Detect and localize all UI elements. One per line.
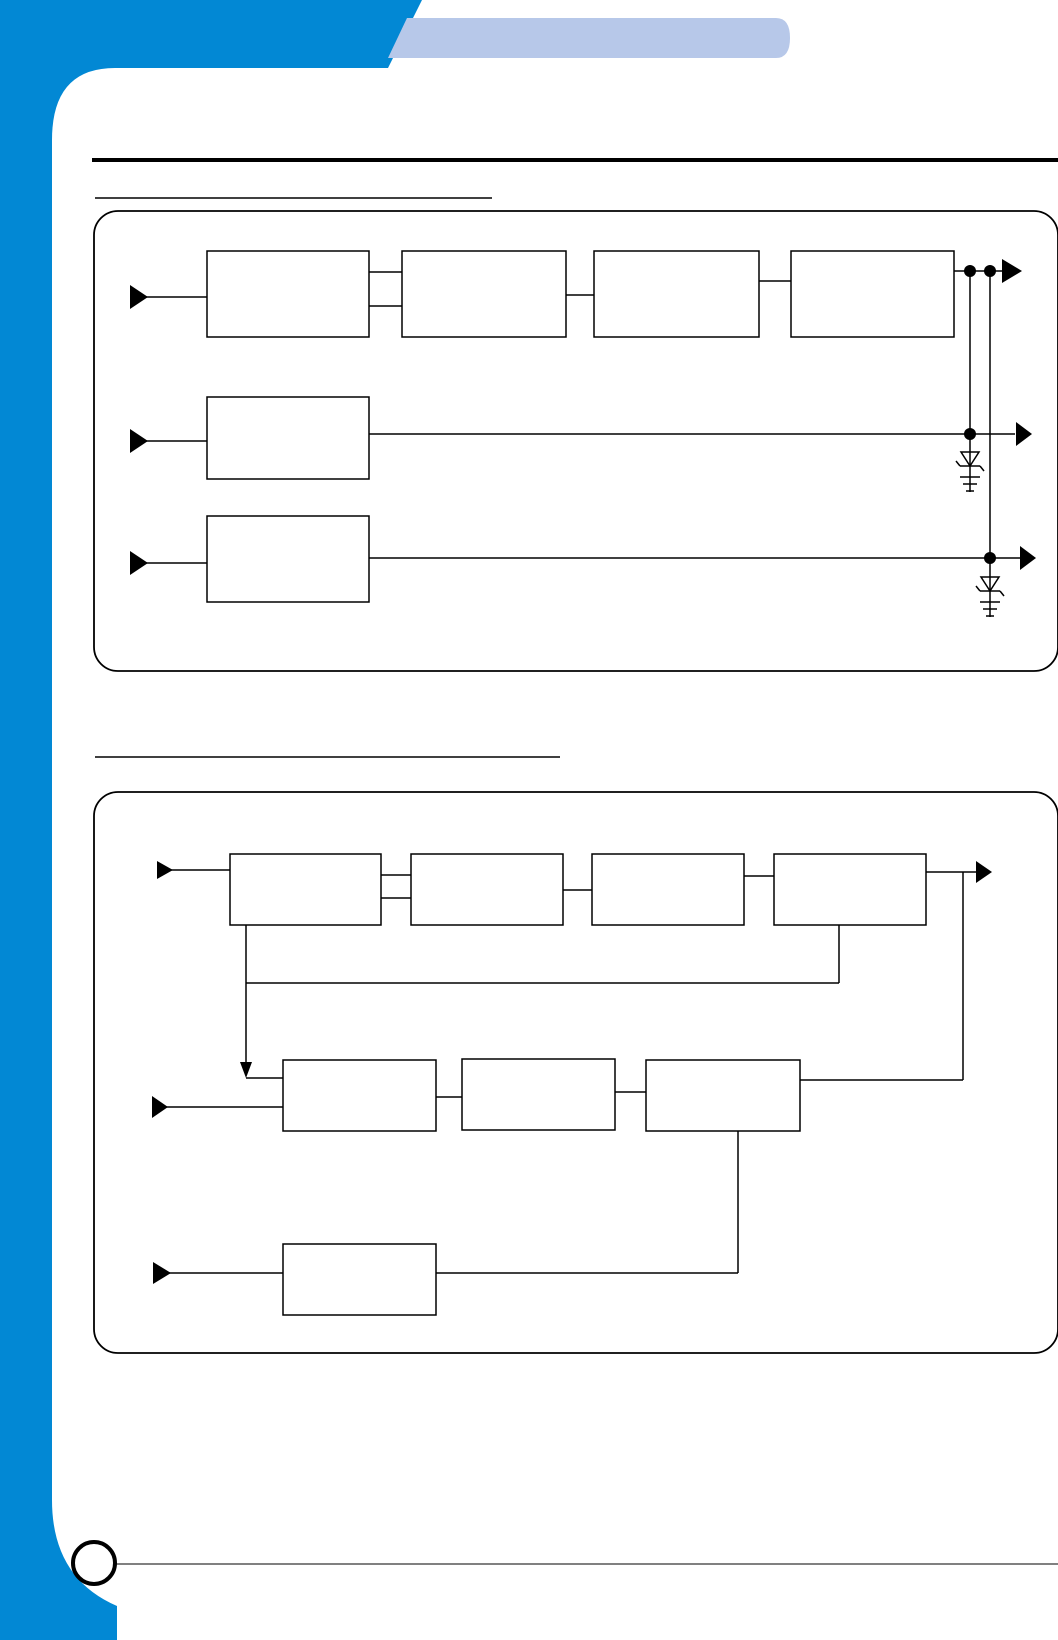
diagram-2 xyxy=(94,792,1058,1353)
sidebar-frame xyxy=(0,0,422,1640)
d1-block-1 xyxy=(207,251,369,337)
d2-block-6 xyxy=(462,1059,615,1130)
d2-block-8 xyxy=(283,1244,436,1315)
d1-block-5 xyxy=(207,397,369,479)
page-number-circle xyxy=(73,1542,115,1584)
d2-input-arrow-1 xyxy=(157,861,173,879)
title-rule xyxy=(92,158,1058,162)
d2-block-2 xyxy=(411,854,563,925)
d1-output-arrow-2 xyxy=(1016,422,1032,446)
d2-output-arrow xyxy=(976,861,992,883)
d1-block-4 xyxy=(791,251,954,337)
d1-block-2 xyxy=(402,251,566,337)
d1-output-arrow-1 xyxy=(1002,259,1022,283)
d1-block-6 xyxy=(207,516,369,602)
d1-input-arrow-3 xyxy=(130,551,148,575)
header-tab xyxy=(388,18,790,58)
d2-block-1 xyxy=(230,854,381,925)
d2-input-arrow-3 xyxy=(153,1262,171,1284)
d1-output-arrow-3 xyxy=(1020,546,1036,570)
d1-input-arrow-1 xyxy=(130,285,148,309)
d1-arrows xyxy=(130,259,1036,575)
d2-block-3 xyxy=(592,854,744,925)
d2-block-5 xyxy=(283,1060,436,1131)
d2-feedback-arrow xyxy=(240,1062,252,1078)
diagram-1 xyxy=(94,211,1058,671)
d2-block-7 xyxy=(646,1060,800,1131)
d1-block-3 xyxy=(594,251,759,337)
d2-input-arrow-2 xyxy=(152,1096,168,1118)
d2-block-4 xyxy=(774,854,926,925)
d1-junctions xyxy=(964,265,996,564)
d1-input-arrow-2 xyxy=(130,429,148,453)
diagram-2-frame xyxy=(94,792,1058,1353)
